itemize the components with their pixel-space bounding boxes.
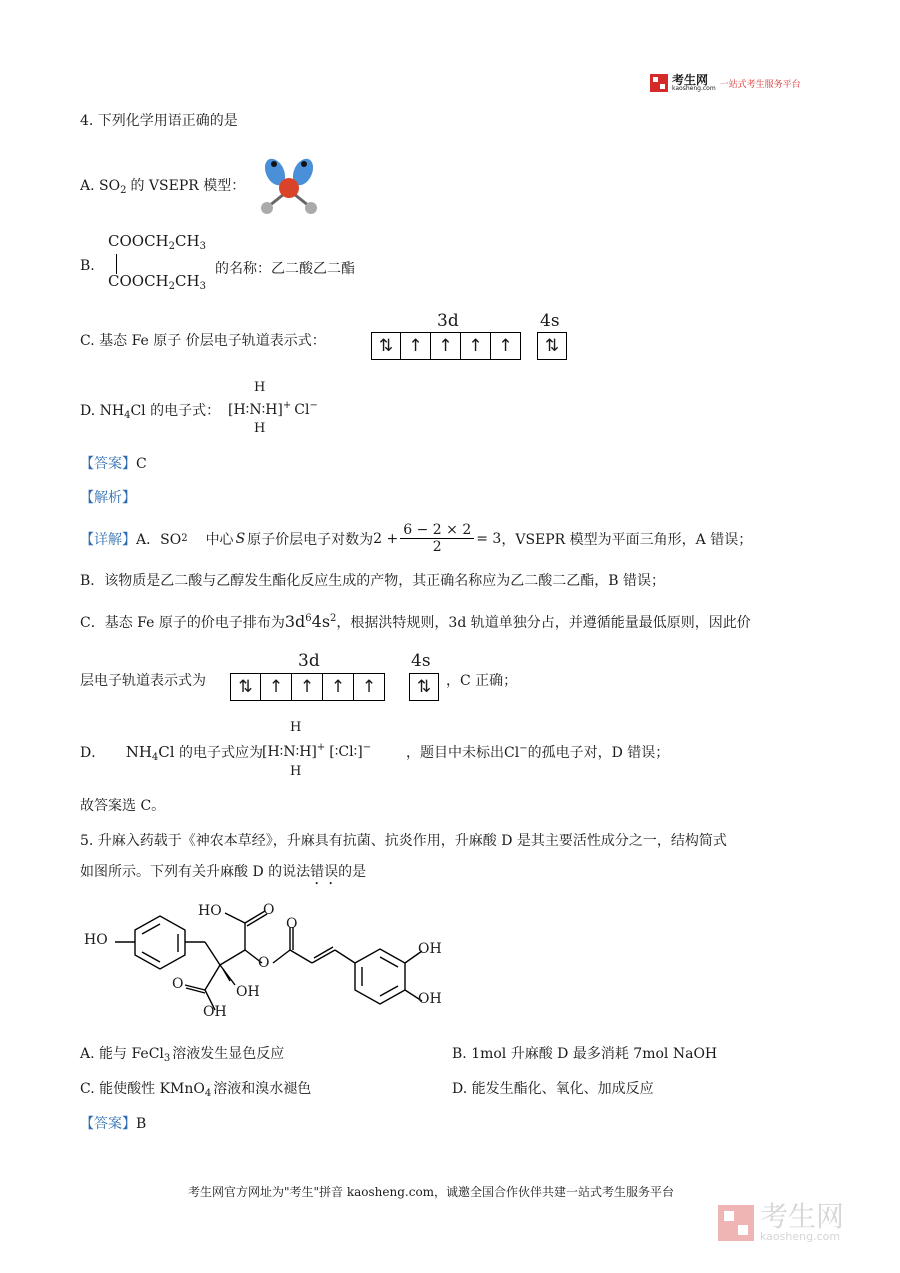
- exp-orbital-3d-boxes: [230, 673, 385, 701]
- struct-label-o-bottom: O: [172, 976, 184, 992]
- q5-answer: 【答案】B: [80, 1116, 147, 1132]
- q4-option-d: D. $NH_4Cl$ 的电子式：: [80, 403, 221, 421]
- kaosheng-logo-icon: [650, 74, 668, 92]
- nh4-bottom-h: H: [254, 421, 266, 436]
- watermark: [718, 1200, 845, 1243]
- q4-explanation-c-end: ，C 正确；: [446, 673, 518, 689]
- struct-label-ho-left: HO: [84, 932, 108, 948]
- orbital-box: ↑: [491, 332, 521, 360]
- orbital-box: ↑: [261, 673, 292, 701]
- struct-label-oh-bottom: OH: [203, 1004, 227, 1020]
- q4-explanation-b: B．该物质是乙二酸与乙醇发生酯化反应生成的产物，其正确名称应为乙二酸二乙酯，B 错误；: [80, 573, 666, 589]
- watermark-text: 考生网: [760, 1200, 845, 1233]
- orbital-3d-boxes: [371, 332, 521, 360]
- struct-label-ho-top: HO: [198, 903, 222, 919]
- orbital-box: ⇅: [230, 673, 261, 701]
- watermark-sub: kaosheng.com: [760, 1230, 841, 1243]
- exp-nh4-bottom-h: H: [290, 764, 302, 779]
- logo-sub: kaosheng.com: [672, 85, 716, 92]
- orbital-box: ⇅: [409, 673, 439, 701]
- orbital-box: ↑: [461, 332, 491, 360]
- header-logo: [650, 74, 801, 92]
- exp-nh4-top-h: H: [290, 720, 302, 735]
- orbital-box: ↑: [431, 332, 461, 360]
- orbital-box: ⇅: [537, 332, 567, 360]
- q5-stem-line1: 5. 升麻入药载于《神农本草经》，升麻具有抗菌、抗炎作用，升麻酸 D 是其主要活性成分之一，结构简式: [80, 833, 727, 849]
- q4-option-b-label: B.: [80, 258, 95, 274]
- orbital-4s-label: 4s: [540, 311, 560, 331]
- q4-stem: 4. 下列化学用语正确的是: [80, 113, 238, 129]
- q4-conclusion: 故答案选 C。: [80, 798, 166, 814]
- q4-explanation-a: 【详解】 A．SO 2 中心 S 原子价层电子对数为 2 + $\frac{6 - 2 \times 2}{2}$ = 3 ，VSEPR 模型为平面三角形，A 错误；: [80, 522, 753, 555]
- struct-label-o-ester2: O: [286, 916, 298, 932]
- struct-label-o-ester: O: [258, 955, 270, 971]
- q4-explanation-d-formula: [H∶N∶H]+ [∶Cl∶]−: [262, 742, 372, 760]
- orbital-3d-label: 3d: [437, 311, 459, 331]
- q5-option-a: A. 能与 FeCl$_3$ 溶液发生显色反应: [80, 1046, 285, 1064]
- q4-option-b-structure: $COOCH_2CH_3$ $COOCH_2CH_3$: [108, 232, 206, 292]
- q5-option-b: B. 1mol 升麻酸 D 最多消耗 7mol NaOH: [452, 1046, 718, 1062]
- watermark-logo-icon: [718, 1205, 754, 1241]
- q4-explanation-c: C．基态 Fe 原子的价电子排布为$3d^64s^2$，根据洪特规则，3d 轨道单独分占，并遵循能量最低原则，因此价: [80, 612, 751, 631]
- vsepr-model-image: [255, 152, 325, 218]
- exp-orbital-3d-label: 3d: [298, 651, 320, 671]
- fraction: $\frac{6 - 2 \times 2}{2}$: [400, 522, 474, 555]
- q4-option-d-formula: [H∶N∶H]+ Cl−: [228, 400, 318, 418]
- q4-answer: 【答案】C: [80, 456, 147, 472]
- q4-option-a: A. $SO_2$ 的 VSEPR 模型：: [80, 178, 246, 196]
- orbital-box: ⇅: [371, 332, 401, 360]
- q4-analysis-tag: 【解析】: [80, 490, 136, 506]
- orbital-box: ↑: [401, 332, 431, 360]
- orbital-box: ↑: [354, 673, 385, 701]
- q4-option-c-text: C. 基态 Fe 原子 价层电子轨道表示式：: [80, 333, 326, 349]
- header-slogan: 一站式考生服务平台: [719, 79, 801, 90]
- q4-explanation-d-end: ，题目中未标出Cl−的孤电子对，D 错误；: [406, 743, 670, 761]
- struct-label-o-top: O: [263, 902, 275, 918]
- q4-explanation-d: D． $NH_4Cl$ 的电子式应为: [80, 743, 264, 763]
- nh4-top-h: H: [254, 380, 266, 395]
- q4-option-b-text: 的名称：乙二酸乙二酯: [215, 261, 355, 277]
- logo-text: 考生网: [672, 73, 709, 87]
- q5-stem-line2: 如图所示。下列有关升麻酸 D 的说法错误的是: [80, 864, 367, 880]
- orbital-box: ↑: [292, 673, 323, 701]
- q5-option-d: D. 能发生酯化、氧化、加成反应: [452, 1081, 654, 1097]
- orbital-4s-boxes: [537, 332, 567, 360]
- footer-text: 考生网官方网址为"考生"拼音 kaosheng.com，诚邀全国合作伙伴共建一站式考生服务平台: [188, 1185, 675, 1199]
- struct-label-oh-mid: OH: [236, 984, 260, 1000]
- exp-orbital-4s-boxes: [409, 673, 439, 701]
- q5-option-c: C. 能使酸性 KMnO$_4$ 溶液和溴水褪色: [80, 1081, 312, 1099]
- q4-explanation-c-line2: 层电子轨道表示式为: [80, 673, 206, 689]
- orbital-box: ↑: [323, 673, 354, 701]
- struct-label-oh-2: OH: [418, 991, 442, 1007]
- exp-orbital-4s-label: 4s: [411, 651, 431, 671]
- struct-label-oh-1: OH: [418, 941, 442, 957]
